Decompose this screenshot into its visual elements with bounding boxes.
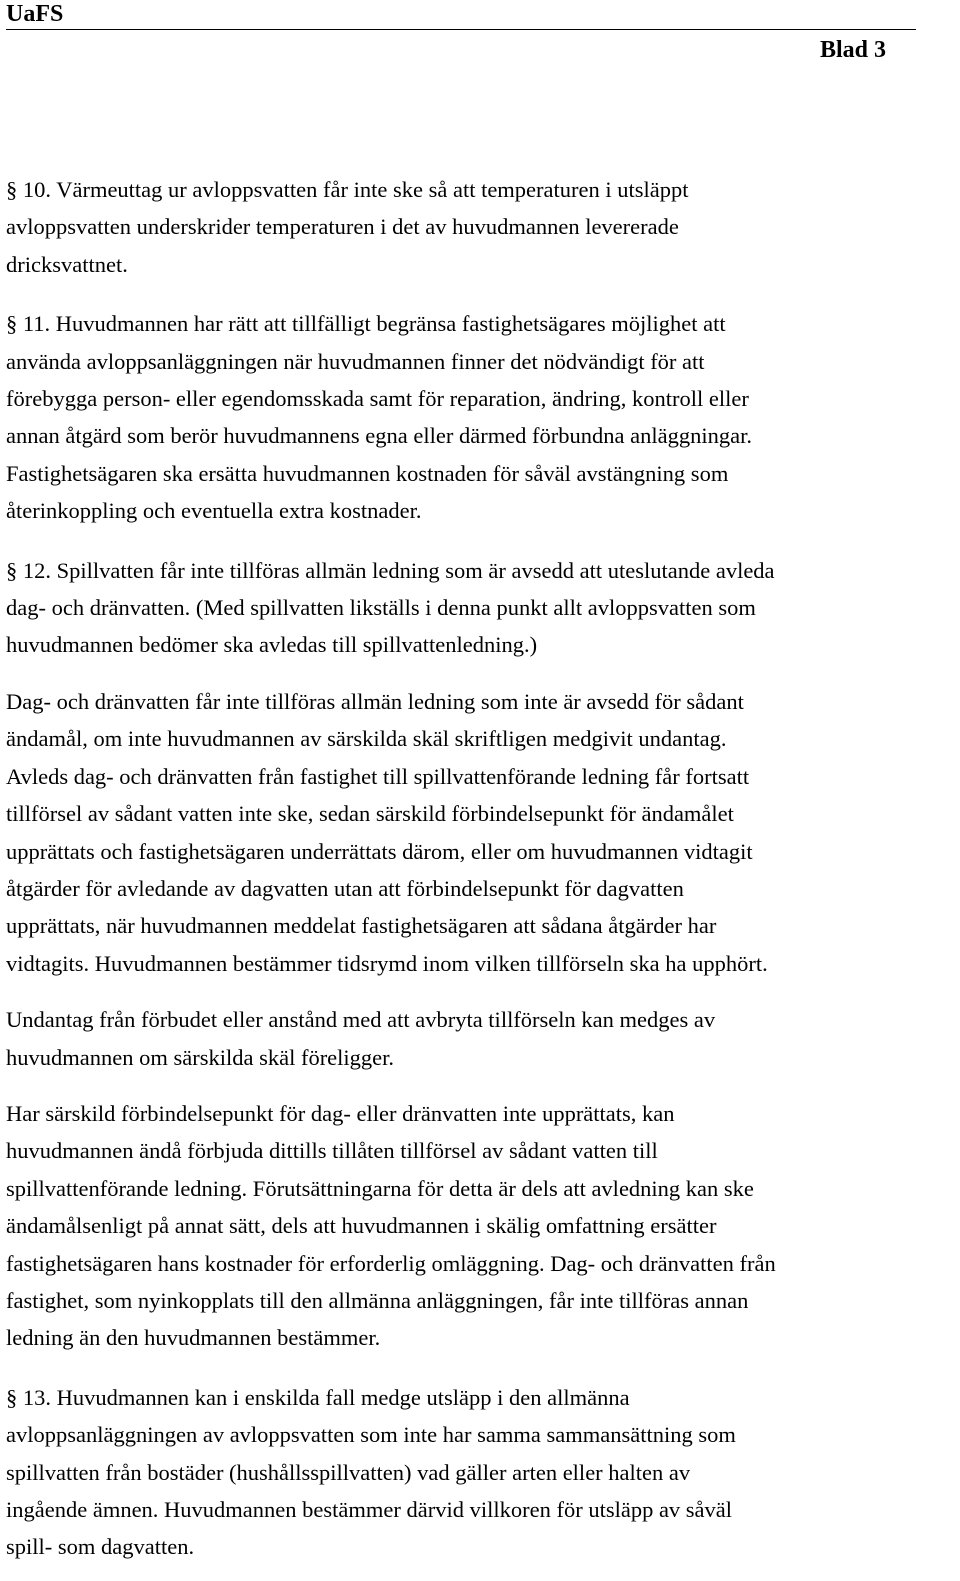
text-line: ändamålsenligt på annat sätt, dels att huvudmannen i skälig omfattning ersätter [6, 1213, 717, 1239]
text-line: avloppsanläggningen av avloppsvatten som inte har samma sammansättning som [6, 1422, 736, 1448]
text-line: huvudmannen om särskilda skäl föreligger. [6, 1044, 395, 1070]
text-line: dag- och dränvatten. (Med spillvatten likställs i denna punkt allt avloppsvatten som [6, 595, 756, 621]
text-line: vidtagits. Huvudmannen bestämmer tidsrymd inom vilken tillförseln ska ha upphört. [6, 950, 768, 976]
text-line: dricksvattnet. [6, 251, 128, 277]
text-line: § 11. Huvudmannen har rätt att tillfälligt begränsa fastighetsägares möjlighet att [6, 311, 726, 337]
text-line: § 10. Värmeuttag ur avloppsvatten får inte ske så att temperaturen i utsläppt [6, 177, 689, 202]
paragraph-section-10 [6, 171, 956, 283]
text-line: spillvattenförande ledning. Förutsättningarna för detta är dels att avledning kan ske [6, 1175, 754, 1201]
text-line: Undantag från förbudet eller anstånd med att avbryta tillförseln kan medges av [6, 1007, 716, 1033]
text-line: annan åtgärd som berör huvudmannens egna eller därmed förbundna anläggningar. [6, 423, 752, 449]
text-line: huvudmannen bedömer ska avledas till spillvattenledning.) [6, 632, 538, 658]
text-line: huvudmannen ändå förbjuda dittills tillåten tillförsel av sådant vatten till [6, 1138, 658, 1164]
paragraph-spacer [6, 1076, 956, 1095]
organization-abbreviation: UaFS [6, 1, 64, 27]
text-line: Fastighetsägaren ska ersätta huvudmannen kostnaden för såväl avstängning som [6, 460, 729, 486]
header-rule [6, 29, 916, 30]
text-line: fastighetsägaren hans kostnader för erforderlig omläggning. Dag- och dränvatten från [6, 1250, 776, 1276]
paragraph-undantag [6, 1001, 956, 1076]
text-line: åtgärder för avledande av dagvatten utan att förbindelsepunkt för dagvatten [6, 875, 684, 901]
paragraph-section-12 [6, 552, 956, 664]
text-line: § 12. Spillvatten får inte tillföras allmän ledning som är avsedd att uteslutande avleda [6, 557, 775, 583]
text-line: Har särskild förbindelsepunkt för dag- eller dränvatten inte upprättats, kan [6, 1100, 675, 1126]
text-line: ändamål, om inte huvudmannen av särskilda skäl skriftligen medgivit undantag. [6, 726, 727, 752]
text-line: spillvatten från bostäder (hushållsspillvatten) vad gäller arten eller halten av [6, 1459, 691, 1485]
text-line: använda avloppsanläggningen när huvudmannen finner det nödvändigt för att [6, 348, 705, 374]
text-line: ingående ämnen. Huvudmannen bestämmer därvid villkoren för utsläpp av såväl [6, 1497, 733, 1522]
text-line: Avleds dag- och dränvatten från fastighet till spillvattenförande ledning får fortsatt [6, 763, 750, 789]
paragraph-dag-dranvatten [6, 683, 956, 982]
document-body [6, 171, 956, 1566]
paragraph-spacer [6, 530, 956, 552]
text-line: avloppsvatten underskrider temperaturen i det av huvudmannen levererade [6, 214, 679, 240]
paragraph-spacer [6, 664, 956, 683]
text-line: spill- som dagvatten. [6, 1534, 195, 1560]
text-line: Dag- och dränvatten får inte tillföras allmän ledning som inte är avsedd för sådant [6, 688, 744, 714]
paragraph-section-13 [6, 1379, 956, 1566]
text-line: tillförsel av sådant vatten inte ske, sedan särskild förbindelsepunkt för ändamålet [6, 801, 734, 827]
paragraph-forbindelsepunkt [6, 1095, 956, 1357]
paragraph-spacer [6, 982, 956, 1001]
paragraph-section-11 [6, 305, 956, 529]
text-line: § 13. Huvudmannen kan i enskilda fall medge utsläpp i den allmänna [6, 1384, 630, 1410]
text-line: återinkoppling och eventuella extra kostnader. [6, 498, 422, 524]
text-line: fastighet, som nyinkopplats till den allmänna anläggningen, får inte tillföras annan [6, 1287, 749, 1313]
paragraph-spacer [6, 1357, 956, 1379]
text-line: förebygga person- eller egendomsskada samt för reparation, ändring, kontroll eller [6, 386, 749, 412]
paragraph-spacer [6, 283, 956, 305]
text-line: ledning än den huvudmannen bestämmer. [6, 1325, 381, 1351]
page-header [0, 0, 960, 70]
text-line: upprättats, när huvudmannen meddelat fastighetsägaren att sådana åtgärder har [6, 913, 717, 939]
sheet-number: Blad 3 [819, 37, 886, 63]
text-line: upprättats och fastighetsägaren underrättats därom, eller om huvudmannen vidtagit [6, 838, 753, 864]
